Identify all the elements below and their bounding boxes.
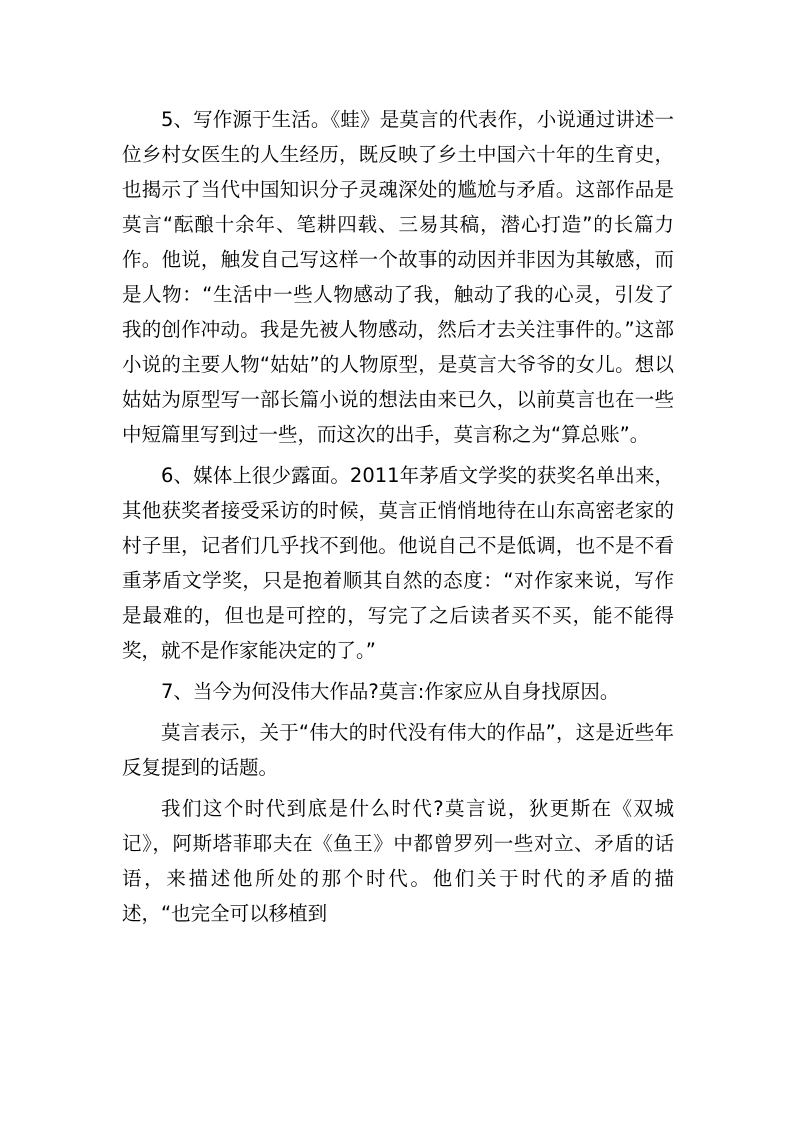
paragraph-6-rare-media-appearance: 6、媒体上很少露面。2011年茅盾文学奖的获奖名单出来，其他获奖者接受采访的时候，莫言正悄悄地待在山东高密老家的村子里，记者们几乎找不到他。他说自己不是低调，也不是不看重茅盾文学奖，只是抱着顺其自然的态度：“对作家来说，写作是最难的，但也是可控的，写完了之后读者买不买，能不能得奖，就不是作家能决定的了。” (122, 464, 674, 662)
paragraph-7-heading-great-works: 7、当今为何没伟大作品?莫言:作家应从自身找原因。 (161, 680, 620, 703)
paragraph-what-era: 我们这个时代到底是什么时代?莫言说，狄更斯在《双城记》，阿斯塔菲耶夫在《鱼王》中都曾罗列一些对立、矛盾的话语，来描述他所处的那个时代。他们关于时代的矛盾的描述，“也完全可以移植到 (122, 797, 674, 925)
document-body (122, 102, 674, 931)
paragraph-great-era-topic: 莫言表示，关于“伟大的时代没有伟大的作品”，这是近些年反复提到的话题。 (122, 721, 674, 779)
paragraph-5-writing-from-life: 5、写作源于生活。《蛙》是莫言的代表作，小说通过讲述一位乡村女医生的人生经历，既反映了乡土中国六十年的生育史，也揭示了当代中国知识分子灵魂深处的尴尬与矛盾。这部作品是莫言“酝酿十余年、笔耕四载、三易其稿，潜心打造”的长篇力作。他说，触发自己写这样一个故事的动因并非因为其敏感，而是人物：“生活中一些人物感动了我，触动了我的心灵，引发了我的创作冲动。我是先被人物感动，然后才去关注事件的。”这部小说的主要人物“姑姑”的人物原型，是莫言大爷爷的女儿。想以姑姑为原型写一部长篇小说的想法由来已久，以前莫言也在一些中短篇里写到过一些，而这次的出手，莫言称之为“算总账”。 (122, 108, 674, 446)
